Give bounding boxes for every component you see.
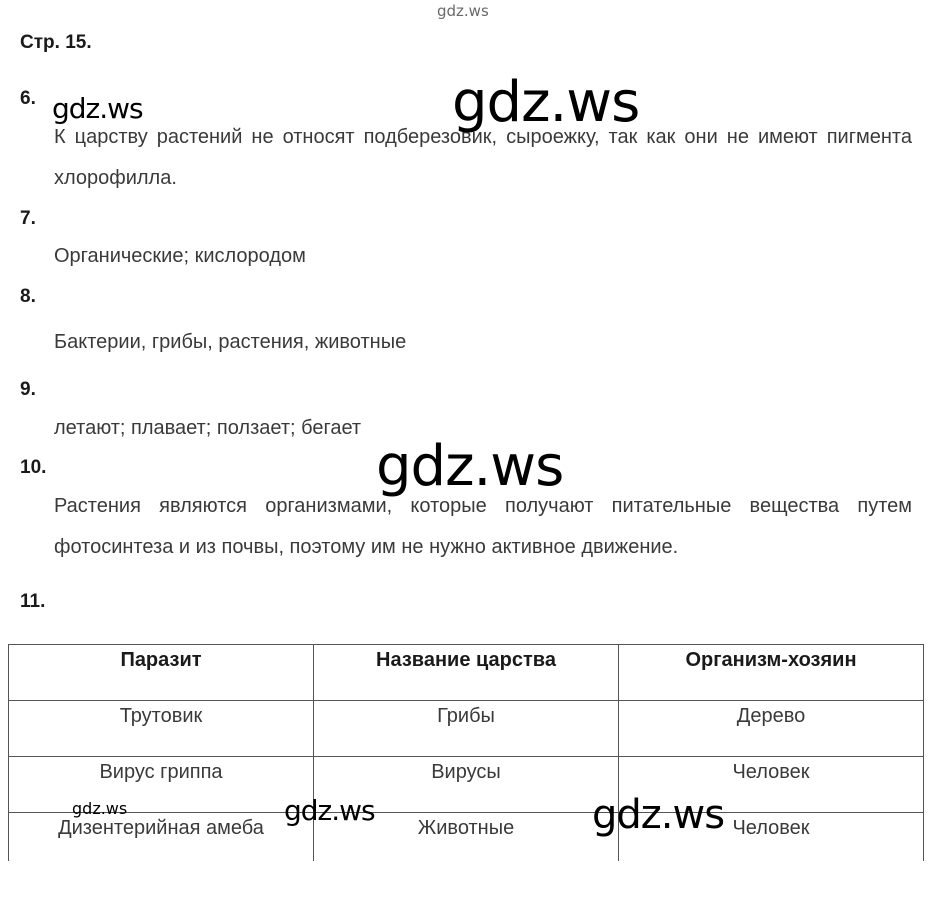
watermark: gdz.ws <box>452 70 640 135</box>
table-cell: Человек <box>619 757 924 813</box>
table-header-cell: Название царства <box>314 645 619 701</box>
parasite-table <box>8 644 924 861</box>
table-cell: Человек <box>619 813 924 862</box>
page-number: Стр. 15. <box>20 32 92 53</box>
table-row <box>9 757 924 813</box>
watermark: gdz.ws <box>592 792 725 838</box>
answer-7: Органические; кислородом <box>54 245 306 267</box>
answer-8: Бактерии, грибы, растения, животные <box>54 331 407 353</box>
table-header-row <box>9 645 924 701</box>
question-number-11: 11. <box>20 591 46 612</box>
question-number-6: 6. <box>20 88 36 109</box>
answer-6: К царству растений не относят подберезовик, сыроежку, так как они не имеют пигмента хлорофилла. <box>54 126 912 189</box>
watermark: gdz.ws <box>376 434 564 499</box>
table-cell: Дизентерийная амеба <box>9 813 314 862</box>
table-cell: Трутовик <box>9 701 314 757</box>
table-cell: Вирусы <box>314 757 619 813</box>
question-number-9: 9. <box>20 379 36 400</box>
table-row <box>9 701 924 757</box>
watermark: gdz.ws <box>72 799 128 818</box>
watermark-top: gdz.ws <box>437 2 489 20</box>
question-number-10: 10. <box>20 457 47 478</box>
question-number-7: 7. <box>20 208 36 229</box>
table-cell: Животные <box>314 813 619 862</box>
answer-10: Растения являются организмами, которые получают питательные вещества путем фотосинтеза и из почвы, поэтому им не нужно активное движение. <box>54 495 912 558</box>
watermark: gdz.ws <box>52 92 143 125</box>
table-header-cell: Паразит <box>9 645 314 701</box>
table-cell: Вирус гриппа <box>9 757 314 813</box>
table-cell: Грибы <box>314 701 619 757</box>
answer-9: летают; плавает; ползает; бегает <box>54 417 362 439</box>
question-number-8: 8. <box>20 286 36 307</box>
table-row <box>9 813 924 862</box>
table-header-cell: Организм-хозяин <box>619 645 924 701</box>
table-cell: Дерево <box>619 701 924 757</box>
watermark: gdz.ws <box>284 794 375 827</box>
